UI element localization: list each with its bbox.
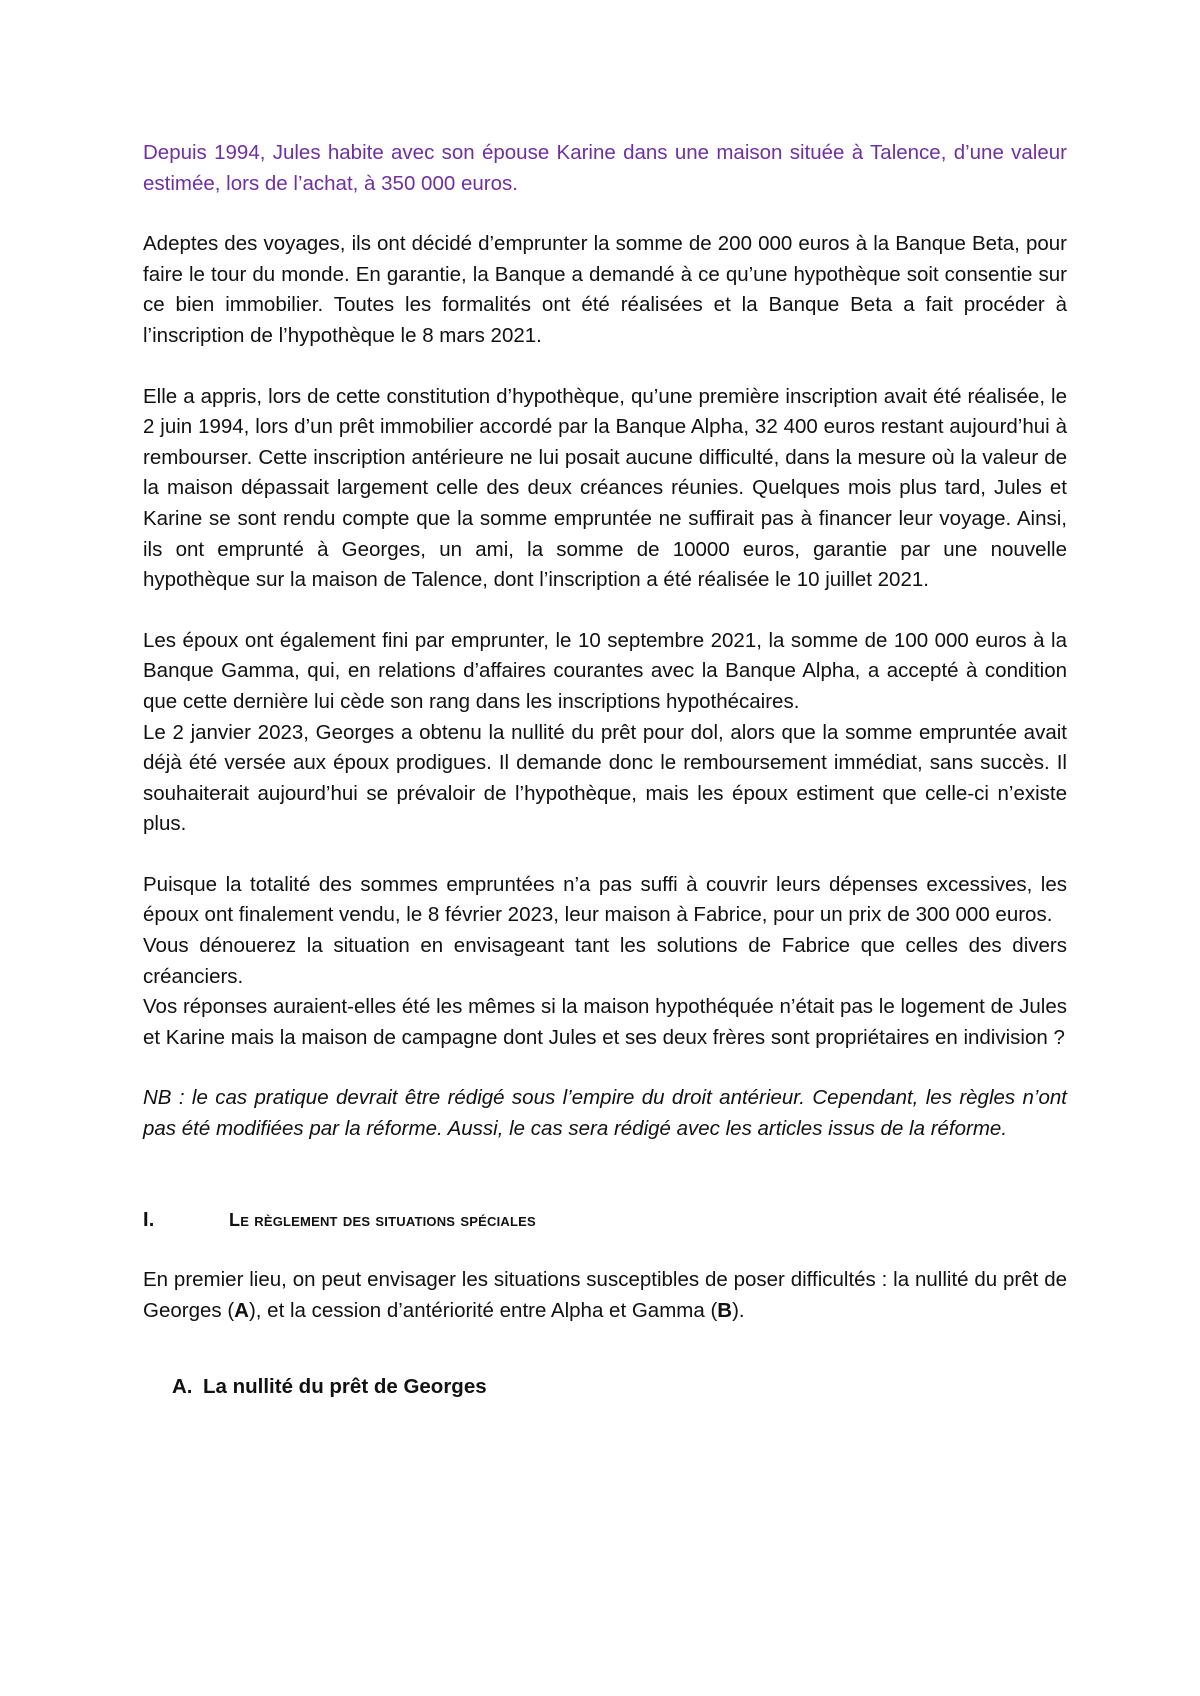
section-intro-paragraph <box>143 1265 1067 1326</box>
section-title: Le règlement des situations spéciales <box>229 1209 536 1230</box>
paragraph-loan-beta: Adeptes des voyages, ils ont décidé d’emprunter la somme de 200 000 euros à la Banque Beta, pour faire le tour du monde. En garantie, la Banque a demandé à ce qu’une hypothèque soit consentie sur ce bien immobilier. Toutes les formalités ont été réalisées et la Banque Beta a fait procéder à l’inscription de l’hypothèque le 8 mars 2021. <box>143 232 1067 347</box>
ref-b: B <box>717 1298 733 1322</box>
paragraph-spacer <box>143 1326 1067 1372</box>
paragraph-loan-gamma: Les époux ont également fini par emprunter, le 10 septembre 2021, la somme de 100 000 euros à la Banque Gamma, qui, en relations d’affaires courantes avec la Banque Alpha, a accepté à condition que cette dernière lui cède son rang dans les inscriptions hypothécaires. <box>143 628 1067 713</box>
note-paragraph: NB : le cas pratique devrait être rédigé sous l’empire du droit antérieur. Cependant, les règles n’ont pas été modifiées par la réforme. Aussi, le cas sera rédigé avec les articles issus de la réforme. <box>143 1086 1067 1141</box>
subsection-number: A. <box>172 1375 193 1399</box>
intro-paragraph: Depuis 1994, Jules habite avec son épouse Karine dans une maison située à Talence, d’une valeur estimée, lors de l’achat, à 350 000 euros. <box>143 141 1067 195</box>
paragraph-spacer <box>143 840 1067 870</box>
section-number: I. <box>143 1208 155 1231</box>
subsection-heading-a <box>172 1372 1067 1403</box>
subsection-title: La nullité du prêt de Georges <box>203 1375 487 1399</box>
ref-a: A <box>234 1298 249 1322</box>
document-page <box>143 138 1067 1403</box>
paragraph-spacer <box>143 596 1067 626</box>
section-intro-part1: En premier lieu, on peut envisager les situations susceptibles de poser difficultés : la nullité du prêt de Georges ( <box>143 1268 1067 1322</box>
paragraph-prior-inscription: Elle a appris, lors de cette constitution d’hypothèque, qu’une première inscription avait été réalisée, le 2 juin 1994, lors d’un prêt immobilier accordé par la Banque Alpha, 32 400 euros restant aujourd’hui à rembourser. Cette inscription antérieure ne lui posait aucune difficulté, dans la mesure où la valeur de la maison dépassait largement celle des deux créances réunies. Quelques mois plus tard, Jules et Karine se sont rendu compte que la somme empruntée ne suffirait pas à financer leur voyage. Ainsi, ils ont emprunté à Georges, un ami, la somme de 10000 euros, garantie par une nouvelle hypothèque sur la maison de Talence, dont l’inscription a été réalisée le 10 juillet 2021. <box>143 384 1067 592</box>
section-intro-part2: ), et la cession d’antériorité entre Alpha et Gamma ( <box>248 1298 718 1322</box>
paragraph-question-1: Vous dénouerez la situation en envisageant tant les solutions de Fabrice que celles des divers créanciers. <box>143 934 1067 988</box>
paragraph-spacer <box>143 199 1067 229</box>
paragraph-question-2: Vos réponses auraient-elles été les mêmes si la maison hypothéquée n’était pas le logement de Jules et Karine mais la maison de campagne dont Jules et ses deux frères sont propriétaires en indivision ? <box>143 995 1067 1049</box>
paragraph-spacer <box>143 1053 1067 1083</box>
section-intro-part3: ). <box>732 1298 745 1322</box>
paragraph-georges-nullity: Le 2 janvier 2023, Georges a obtenu la nullité du prêt pour dol, alors que la somme empruntée avait déjà été versée aux époux prodigues. Il demande donc le remboursement immédiat, sans succès. Il souhaiterait aujourd’hui se prévaloir de l’hypothèque, mais les époux estiment que celle-ci n’existe plus. <box>143 720 1067 836</box>
section-heading-1 <box>143 1205 1067 1236</box>
paragraph-spacer <box>143 352 1067 382</box>
paragraph-sale-fabrice: Puisque la totalité des sommes empruntées n’a pas suffi à couvrir leurs dépenses excessives, les époux ont finalement vendu, le 8 février 2023, leur maison à Fabrice, pour un prix de 300 000 euros. <box>143 872 1067 927</box>
paragraph-spacer <box>143 1235 1067 1265</box>
